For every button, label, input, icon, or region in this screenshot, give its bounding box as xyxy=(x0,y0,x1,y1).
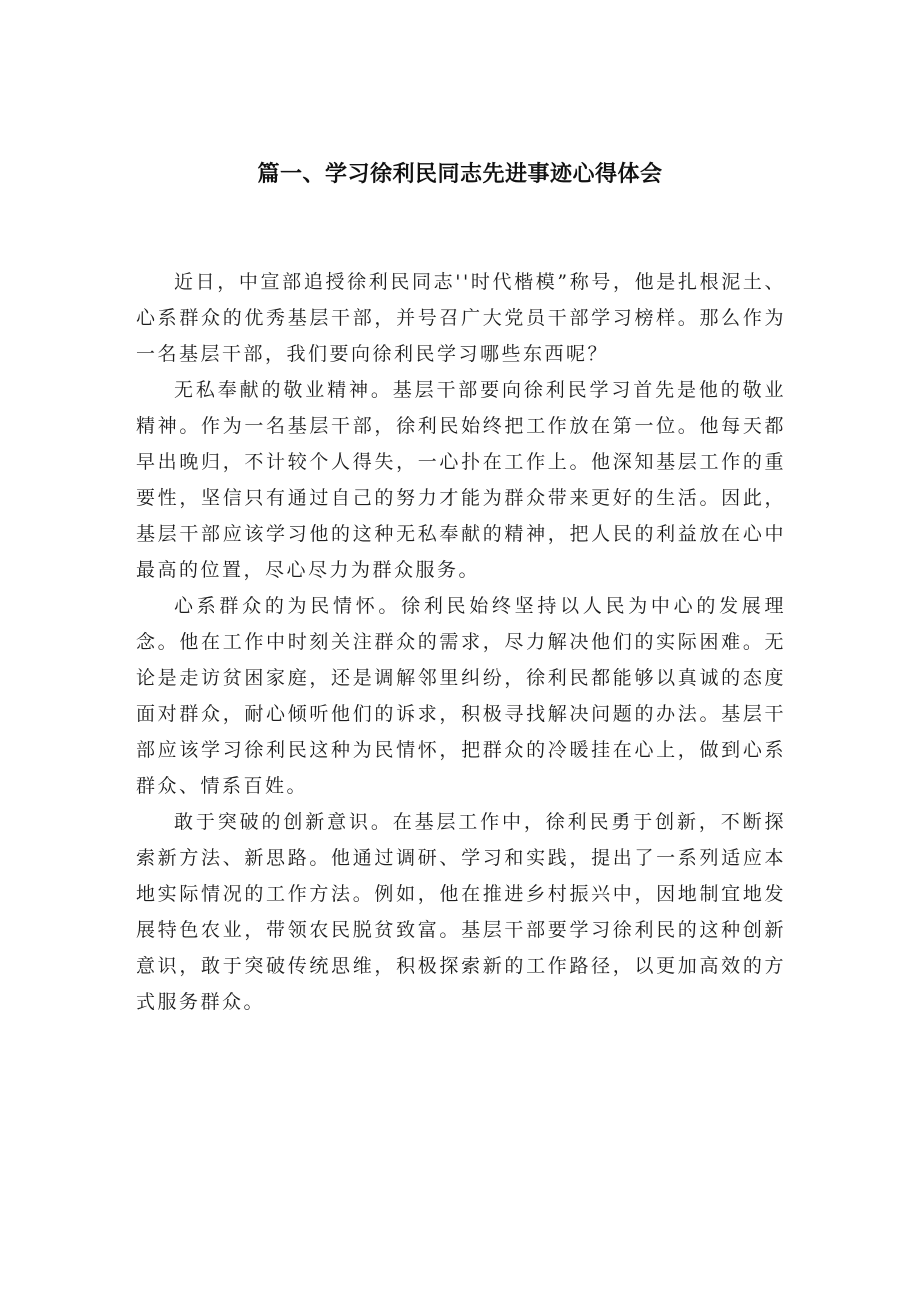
paragraph-innovation: 敢于突破的创新意识。在基层工作中，徐利民勇于创新，不断探索新方法、新思路。他通过调研、学习和实践，提出了一系列适应本地实际情况的工作方法。例如，他在推进乡村振兴中，因地制宜地发展特色农业，带领农民脱贫致富。基层干部要学习徐利民的这种创新意识，敢于突破传统思维，积极探索新的工作路径，以更加高效的方式服务群众。 xyxy=(136,811,786,1013)
document-title: 篇一、学习徐利民同志先进事迹心得体会 xyxy=(257,162,663,187)
paragraph-intro: 近日，中宣部追授徐利民同志''时代楷模”称号，他是扎根泥土、心系群众的优秀基层干部，并号召广大党员干部学习榜样。那么作为一名基层干部，我们要向徐利民学习哪些东西呢？ xyxy=(136,271,786,365)
paragraph-people-first: 心系群众的为民情怀。徐利民始终坚持以人民为中心的发展理念。他在工作中时刻关注群众的需求，尽力解决他们的实际困难。无论是走访贫困家庭，还是调解邻里纠纷，徐利民都能够以真诚的态度面对群众，耐心倾听他们的诉求，积极寻找解决问题的办法。基层干部应该学习徐利民这种为民情怀，把群众的冷暖挂在心上，做到心系群众、情系百姓。 xyxy=(136,595,786,797)
document-body xyxy=(136,264,786,1020)
paragraph-dedication: 无私奉献的敬业精神。基层干部要向徐利民学习首先是他的敬业精神。作为一名基层干部，徐利民始终把工作放在第一位。他每天都早出晚归，不计较个人得失，一心扑在工作上。他深知基层工作的重要性，坚信只有通过自己的努力才能为群众带来更好的生活。因此，基层干部应该学习他的这种无私奉献的精神，把人民的利益放在心中最高的位置，尽心尽力为群众服务。 xyxy=(136,379,786,581)
